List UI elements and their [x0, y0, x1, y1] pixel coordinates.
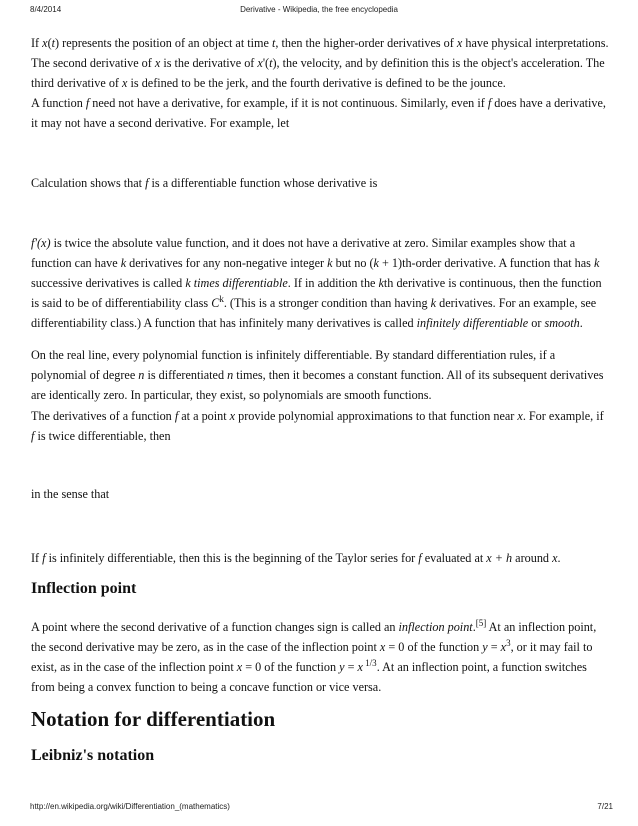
- paragraph-taylor-series: If f is infinitely differentiable, then this is the beginning of the Taylor series for f evaluated at x + h around x.: [31, 551, 561, 565]
- paragraph-inflection-point: A point where the second derivative of a function changes sign is called an inflection point.[5] At an inflection point, the second derivative may be zero, as in the case of the inflection point x = 0 of the function $y = x^3$, or it may fail to exist, as in the case of the inflection point x = 0 of the function y = x $^{1/3}$. At an inflection point, a function switches from being a convex function to being a concave function or vice versa.: [31, 617, 597, 694]
- paragraph-differentiability-class: f'(x) is twice the absolute value function, and it does not have a derivative at zero. Similar examples show that a function can have k derivatives for any non-negative integer k but no (k + 1)th-order derivative. A function that has k successive derivatives is called k times differentiable. If in addition the kth derivative is continuous, then the function is said to be of differentiability class $C^k$. (This is a stronger condition than having k derivatives. For an example, see differentiability class.) A function that has infinitely many derivatives is called infinitely differentiable or smooth.: [31, 236, 602, 330]
- print-page-title: Derivative - Wikipedia, the free encyclopedia: [240, 5, 398, 14]
- heading-leibniz-notation: Leibniz's notation: [31, 747, 155, 764]
- heading-notation-for-differentiation: Notation for differentiation: [31, 707, 276, 731]
- print-header: [0, 5, 638, 17]
- paragraph-in-the-sense-that: in the sense that: [31, 487, 110, 501]
- paragraph-polynomials-smooth: On the real line, every polynomial function is infinitely differentiable. By standard differentiation rules, if a polynomial of degree n is differentiated n times, then it becomes a constant function. All of its subsequent derivatives are identically zero. In particular, they exist, so polynomials are smooth functions.: [31, 348, 604, 402]
- paragraph-polynomial-approximations: The derivatives of a function f at a point x provide polynomial approximations to that function near x. For example, if f is twice differentiable, then: [31, 409, 604, 443]
- print-page-number: 7/21: [597, 802, 613, 811]
- citation-link[interactable]: [5]: [475, 617, 487, 628]
- print-url: http://en.wikipedia.org/wiki/Differentiation_(mathematics): [30, 802, 230, 811]
- heading-inflection-point: Inflection point: [31, 580, 137, 597]
- print-date: 8/4/2014: [30, 5, 62, 14]
- paragraph-calculation-shows: Calculation shows that f is a differentiable function whose derivative is: [31, 176, 378, 190]
- print-footer: [0, 802, 638, 814]
- paragraph-higher-order-derivatives: If x(t) represents the position of an object at time t, then the higher-order derivatives of x have physical interpretations. The second derivative of x is the derivative of x'(t), the velocity, and by definition this is the object's acceleration. The third derivative of x is defined to be the jerk, and the fourth derivative is defined to be the jounce.: [31, 36, 609, 90]
- paragraph-need-not-have-derivative: A function f need not have a derivative, for example, if it is not continuous. Similarly, even if f does have a derivative, it may not have a second derivative. For example, let: [31, 96, 606, 130]
